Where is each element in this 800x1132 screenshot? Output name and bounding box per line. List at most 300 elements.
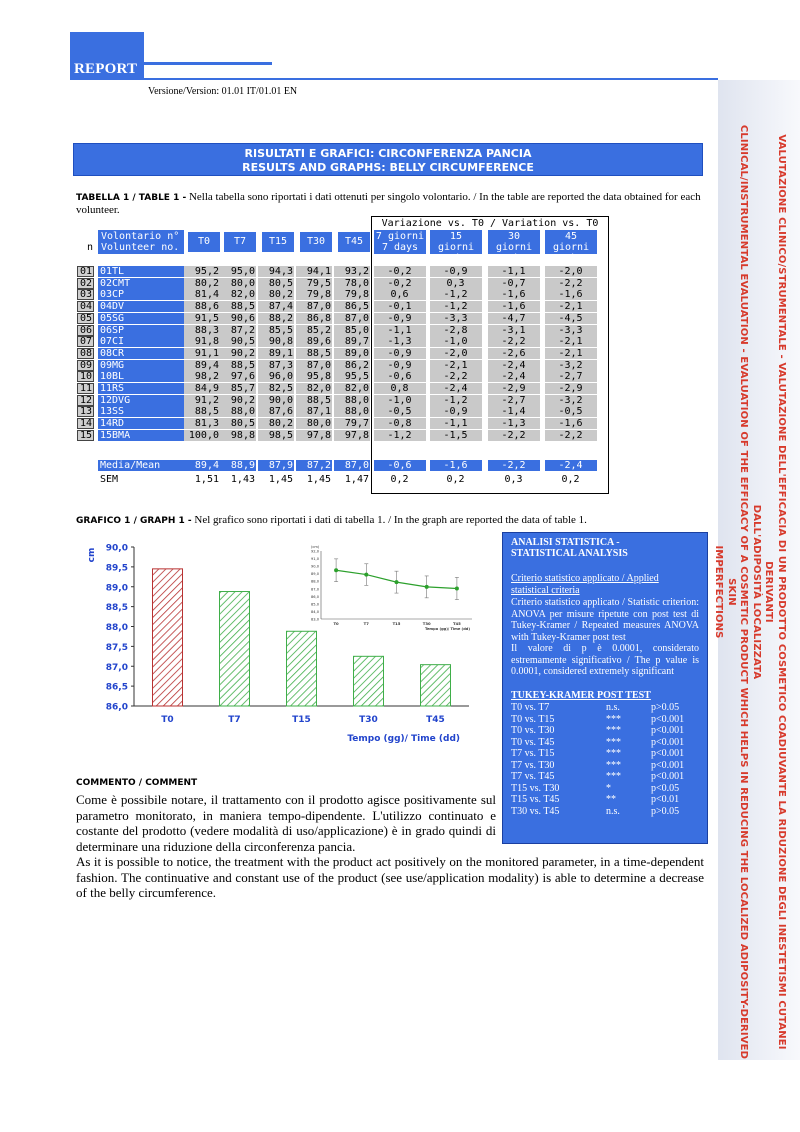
variation-value: -2,2 xyxy=(545,278,597,289)
variation-header-it: 7 giorni xyxy=(375,231,425,242)
time-value: 87,6 xyxy=(258,406,294,417)
time-value: 80,5 xyxy=(258,278,294,289)
time-value: 88,5 xyxy=(220,360,256,371)
time-value: 97,8 xyxy=(296,430,332,441)
variation-value: -1,3 xyxy=(488,418,540,429)
variation-value: -2,0 xyxy=(545,266,597,277)
variation-header-en: 15 days xyxy=(434,253,478,264)
version-label: Versione/Version: 01.01 IT/01.01 EN xyxy=(148,86,298,97)
variation-value: -1,6 xyxy=(488,301,540,312)
row-number: 14 xyxy=(77,418,94,429)
row-number: 04 xyxy=(77,301,94,312)
variation-value: -3,3 xyxy=(545,325,597,336)
variation-value: -3,2 xyxy=(545,395,597,406)
variation-header-it: 45 giorni xyxy=(552,231,590,253)
variation-value: -1,3 xyxy=(374,336,426,347)
comment-english: As it is possible to notice, the treatment with the product act positively on the monitored parameter, in a time-dependent fashion. The continuative and constant use of the product (see use/application modality) is able to determine a decrease of the belly circumference. xyxy=(76,854,704,900)
time-value: 88,5 xyxy=(220,301,256,312)
graph-caption-label: GRAFICO 1 / GRAPH 1 - xyxy=(76,516,192,526)
tukey-p-value: p<0.001 xyxy=(651,771,685,782)
mean-value: 89,4 xyxy=(184,460,220,471)
tukey-comparison: T0 vs. T30 xyxy=(511,725,555,736)
tukey-p-value: p>0.05 xyxy=(651,702,680,713)
inset-y-tick-label: 86,0 xyxy=(310,594,319,599)
row-number: 13 xyxy=(77,406,94,417)
time-value: 100,0 xyxy=(184,430,220,441)
time-value: 87,4 xyxy=(258,301,294,312)
tukey-p-value: p<0.001 xyxy=(651,713,685,725)
inset-y-tick-label: 89,0 xyxy=(310,572,319,577)
tukey-row xyxy=(511,794,699,806)
time-value: 88,6 xyxy=(184,301,220,312)
tukey-significance: *** xyxy=(606,725,621,736)
side-text-line-3: CLINICAL/INSTRUMENTAL EVALUATION - EVALUATION OF THE EFFICACY OF A COSMETIC PRODUCT WHICH HELPS IN REDUCING THE LOCALIZED ADIPOSITY-DERIVED SKIN xyxy=(726,124,750,1060)
volunteer-code: 04DV xyxy=(98,301,184,312)
variation-value: -2,7 xyxy=(488,395,540,406)
tukey-row xyxy=(511,737,699,749)
tukey-significance: *** xyxy=(606,759,621,771)
stats-title-en: STATISTICAL ANALYSIS xyxy=(511,548,628,559)
sem-label: SEM xyxy=(100,474,119,485)
stats-criteria-title: Criterio statistico applicato / Applied statistical criteria xyxy=(511,573,659,596)
y-tick-label: 87,5 xyxy=(105,642,128,653)
time-value: 94,1 xyxy=(296,266,332,277)
time-value: 88,5 xyxy=(184,406,220,417)
mean-label: Media/Mean xyxy=(98,460,184,471)
variation-value: 0,3 xyxy=(430,278,482,289)
variation-value: -0,8 xyxy=(374,418,426,429)
inset-y-tick-label: 85,0 xyxy=(310,602,319,607)
mean-value: 87,9 xyxy=(258,460,294,471)
time-value: 95,8 xyxy=(296,371,332,382)
variation-header-2 xyxy=(488,230,540,264)
variation-header: Variazione vs. T0 / Variation vs. T0 xyxy=(381,218,599,229)
variation-value: -0,9 xyxy=(374,360,426,371)
row-number: 12 xyxy=(77,395,94,406)
mean-variation: -1,6 xyxy=(430,460,482,471)
time-value: 79,7 xyxy=(334,418,370,429)
y-tick-label: 86,5 xyxy=(105,682,128,693)
inset-x-tick-label: T0 xyxy=(333,621,339,626)
time-value: 80,2 xyxy=(184,278,220,289)
variation-value: -0,9 xyxy=(430,406,482,417)
time-value: 90,2 xyxy=(220,348,256,359)
variation-value: -1,1 xyxy=(430,418,482,429)
stats-title-it: ANALISI STATISTICA - xyxy=(511,537,620,548)
time-value: 88,0 xyxy=(334,395,370,406)
x-tick-label: T7 xyxy=(228,715,241,725)
row-number: 01 xyxy=(77,266,94,277)
tukey-comparison: T0 vs. T7 xyxy=(511,702,550,713)
tukey-row xyxy=(511,725,699,737)
variation-value: -1,6 xyxy=(488,289,540,300)
tukey-title: TUKEY-KRAMER POST TEST xyxy=(511,689,651,701)
tukey-row xyxy=(511,702,699,714)
tukey-comparison: T15 vs. T30 xyxy=(511,782,560,794)
volunteer-code: 12DVG xyxy=(98,395,184,406)
time-value: 95,0 xyxy=(220,266,256,277)
sem-value: 1,45 xyxy=(306,474,331,485)
bar-t30 xyxy=(354,656,384,706)
table-intro-text: Nella tabella sono riportati i dati ottenuti per singolo volontario. / In the table are reported the data obtained for each volunteer. xyxy=(76,191,701,216)
side-text-line-4: IMPERFECTIONS xyxy=(713,545,725,639)
tukey-comparison: T0 vs. T45 xyxy=(511,736,555,748)
y-tick-label: 87,0 xyxy=(105,662,128,673)
variation-value: -0,9 xyxy=(430,266,482,277)
time-value: 79,8 xyxy=(296,289,332,300)
time-value: 82,0 xyxy=(220,289,256,300)
time-value: 85,2 xyxy=(296,325,332,336)
statistical-analysis-box xyxy=(502,532,708,844)
time-value: 91,2 xyxy=(184,395,220,406)
variation-header-it: 30 giorni xyxy=(495,231,533,253)
time-value: 82,0 xyxy=(296,383,332,394)
belly-circumference-chart xyxy=(74,533,484,783)
y-tick-label: 86,0 xyxy=(105,702,128,713)
header-rule xyxy=(144,78,718,80)
mean-variation: -2,4 xyxy=(545,460,597,471)
time-value: 95,5 xyxy=(334,371,370,382)
time-value: 89,7 xyxy=(334,336,370,347)
variation-value: -4,7 xyxy=(488,313,540,324)
sem-value: 1,43 xyxy=(230,474,255,485)
mean-value: 88,9 xyxy=(220,460,256,471)
time-value: 80,0 xyxy=(220,278,256,289)
y-tick-label: 88,0 xyxy=(105,623,128,633)
tukey-significance: n.s. xyxy=(606,702,620,713)
x-axis-label: Tempo (gg)/ Time (dd) xyxy=(347,734,460,744)
volunteer-code: 14RD xyxy=(98,418,184,429)
volunteer-header-it: Volontario n° xyxy=(101,231,180,242)
sem-value: 1,45 xyxy=(268,474,293,485)
variation-value: -3,1 xyxy=(488,325,540,336)
x-tick-label: T0 xyxy=(161,715,174,725)
time-value: 94,3 xyxy=(258,266,294,277)
time-value: 87,2 xyxy=(220,325,256,336)
time-value: 82,0 xyxy=(334,383,370,394)
time-value: 86,2 xyxy=(334,360,370,371)
tukey-comparison: T15 vs. T45 xyxy=(511,794,560,805)
time-value: 90,0 xyxy=(258,395,294,406)
comment-title: COMMENTO / COMMENT xyxy=(76,778,198,788)
time-value: 81,4 xyxy=(184,289,220,300)
variation-value: -1,2 xyxy=(374,430,426,441)
variation-value: -0,7 xyxy=(488,278,540,289)
tukey-p-value: p<0.001 xyxy=(651,725,685,736)
variation-value: -2,6 xyxy=(488,348,540,359)
volunteer-header-en: Volunteer no. xyxy=(101,242,180,253)
tukey-significance: n.s. xyxy=(606,805,620,817)
variation-value: -2,4 xyxy=(430,383,482,394)
row-number: 08 xyxy=(77,348,94,359)
volunteer-code: 06SP xyxy=(98,325,184,336)
time-value: 93,2 xyxy=(334,266,370,277)
sem-variation: 0,2 xyxy=(561,474,580,485)
row-number: 05 xyxy=(77,313,94,324)
tukey-comparison: T30 vs. T45 xyxy=(511,805,560,817)
stats-criteria-text: Criterio statistico applicato / Statistic criterion: ANOVA per misure ripetute con post test di Tukey-Kramer / Repeated measures ANOVA with Tukey-Kramer post test xyxy=(511,597,699,643)
bar-t15 xyxy=(287,631,317,706)
time-value: 80,2 xyxy=(258,289,294,300)
time-value: 97,8 xyxy=(334,430,370,441)
variation-value: -1,0 xyxy=(374,395,426,406)
variation-value: -1,6 xyxy=(545,418,597,429)
tukey-row xyxy=(511,748,699,760)
y-tick-label: 89,5 xyxy=(105,563,128,574)
time-value: 97,6 xyxy=(220,371,256,382)
volunteer-code: 01TL xyxy=(98,266,184,277)
time-header-t15: T15 xyxy=(262,232,294,252)
tukey-comparison: T7 vs. T45 xyxy=(511,771,555,782)
variation-value: 0,6 xyxy=(374,289,426,300)
time-value: 85,0 xyxy=(334,325,370,336)
time-value: 87,3 xyxy=(258,360,294,371)
variation-value: -0,9 xyxy=(374,348,426,359)
inset-point xyxy=(455,586,459,590)
time-value: 91,1 xyxy=(184,348,220,359)
variation-value: -1,2 xyxy=(430,301,482,312)
row-number: 10 xyxy=(77,371,94,382)
time-header-t30: T30 xyxy=(300,232,332,252)
row-number: 06 xyxy=(77,325,94,336)
sem-variation: 0,2 xyxy=(390,474,409,485)
time-value: 98,2 xyxy=(184,371,220,382)
variation-value: -2,1 xyxy=(430,360,482,371)
stats-title xyxy=(511,537,699,559)
time-value: 87,0 xyxy=(334,313,370,324)
tukey-significance: * xyxy=(606,782,611,794)
time-value: 79,5 xyxy=(296,278,332,289)
inset-x-tick-label: T45 xyxy=(452,621,461,626)
tukey-row xyxy=(511,783,699,795)
tukey-significance: ** xyxy=(606,794,616,805)
time-value: 89,0 xyxy=(334,348,370,359)
time-value: 89,1 xyxy=(258,348,294,359)
inset-point xyxy=(364,573,368,577)
variation-value: -1,0 xyxy=(430,336,482,347)
time-value: 88,2 xyxy=(258,313,294,324)
bar-t0 xyxy=(153,569,183,706)
tukey-row xyxy=(511,714,699,726)
inset-y-tick-label: 88,0 xyxy=(310,579,319,584)
y-tick-label: 90,0 xyxy=(105,543,128,554)
side-vertical-text xyxy=(712,112,787,1072)
variation-value: -2,2 xyxy=(545,430,597,441)
row-number: 11 xyxy=(77,383,94,394)
variation-header-3 xyxy=(545,230,597,264)
variation-header-en: 45 days xyxy=(549,253,593,264)
row-number: 15 xyxy=(77,430,94,441)
n-header: n xyxy=(86,242,93,253)
mean-variation: -2,2 xyxy=(488,460,540,471)
inset-y-tick-label: 83,0 xyxy=(310,617,319,622)
variation-header-1 xyxy=(430,230,482,264)
volunteer-code: 08CR xyxy=(98,348,184,359)
row-number: 09 xyxy=(77,360,94,371)
variation-value: 0,8 xyxy=(374,383,426,394)
variation-value: -2,2 xyxy=(430,371,482,382)
inset-point xyxy=(395,580,399,584)
time-value: 90,8 xyxy=(258,336,294,347)
time-header-t0: T0 xyxy=(188,232,220,252)
variation-header-en: 7 days xyxy=(381,242,419,253)
mean-value: 87,0 xyxy=(334,460,370,471)
x-tick-label: T30 xyxy=(359,715,378,725)
variation-value: -4,5 xyxy=(545,313,597,324)
tukey-significance: *** xyxy=(606,748,621,759)
variation-value: -1,6 xyxy=(545,289,597,300)
variation-value: -0,6 xyxy=(374,371,426,382)
tukey-comparison: T7 vs. T15 xyxy=(511,748,555,759)
variation-value: -3,2 xyxy=(545,360,597,371)
inset-point xyxy=(425,585,429,589)
time-value: 78,0 xyxy=(334,278,370,289)
variation-value: -1,2 xyxy=(430,289,482,300)
variation-value: -1,1 xyxy=(488,266,540,277)
time-value: 91,8 xyxy=(184,336,220,347)
sem-value: 1,47 xyxy=(344,474,369,485)
bar-t7 xyxy=(220,592,250,706)
stats-p-text: Il valore di p è 0.0001, considerato estremamente significativo / The p value is 0.0001, considered extremely significant xyxy=(511,643,699,677)
time-value: 96,0 xyxy=(258,371,294,382)
section-title-en: RESULTS AND GRAPHS: BELLY CIRCUMFERENCE xyxy=(242,161,534,174)
volunteer-code: 15BMA xyxy=(98,430,184,441)
row-number: 07 xyxy=(77,336,94,347)
time-header-t45: T45 xyxy=(338,232,370,252)
tukey-row xyxy=(511,806,699,818)
y-tick-label: 89,0 xyxy=(105,583,128,594)
time-value: 87,0 xyxy=(296,301,332,312)
row-number: 02 xyxy=(77,278,94,289)
time-value: 88,5 xyxy=(296,348,332,359)
tukey-table xyxy=(511,702,699,817)
volunteer-code: 13SS xyxy=(98,406,184,417)
time-value: 91,5 xyxy=(184,313,220,324)
variation-value: -1,4 xyxy=(488,406,540,417)
variation-value: -2,9 xyxy=(488,383,540,394)
tukey-row xyxy=(511,771,699,783)
time-value: 88,0 xyxy=(334,406,370,417)
variation-value: -0,2 xyxy=(374,278,426,289)
variation-value: -2,2 xyxy=(488,336,540,347)
inset-y-tick-label: 91,0 xyxy=(310,557,319,562)
time-value: 81,3 xyxy=(184,418,220,429)
tukey-significance: *** xyxy=(606,736,621,748)
volunteer-code: 03CP xyxy=(98,289,184,300)
variation-header-0 xyxy=(374,230,426,254)
bar-t45 xyxy=(421,665,451,706)
tukey-significance: *** xyxy=(606,771,621,782)
time-value: 88,5 xyxy=(296,395,332,406)
graph-caption-text: Nel grafico sono riportati i dati di tabella 1. / In the graph are reported the data of table 1. xyxy=(191,514,587,526)
tukey-p-value: p<0.001 xyxy=(651,748,685,759)
variation-value: -3,3 xyxy=(430,313,482,324)
y-axis-label: cm xyxy=(87,547,97,563)
side-text-line-1: VALUTAZIONE CLINICO/STRUMENTALE - VALUTAZIONE DELL'EFFICACIA DI UN PRODOTTO COSMETICO COADIUVANTE LA RIDUZIONE DEGLI INESTETISMI CUTANEI DERIVANTI xyxy=(763,134,787,1050)
variation-value: -2,4 xyxy=(488,360,540,371)
variation-value: -2,1 xyxy=(545,348,597,359)
variation-value: -2,7 xyxy=(545,371,597,382)
tukey-p-value: p<0.05 xyxy=(651,782,680,794)
time-value: 90,2 xyxy=(220,395,256,406)
time-value: 79,8 xyxy=(334,289,370,300)
tukey-p-value: p<0.01 xyxy=(651,794,680,805)
volunteer-code: 11RS xyxy=(98,383,184,394)
sem-value: 1,51 xyxy=(194,474,219,485)
time-value: 89,4 xyxy=(184,360,220,371)
tukey-comparison: T0 vs. T15 xyxy=(511,713,555,725)
time-value: 80,2 xyxy=(258,418,294,429)
row-number: 03 xyxy=(77,289,94,300)
time-value: 95,2 xyxy=(184,266,220,277)
section-title xyxy=(73,143,703,176)
tukey-row xyxy=(511,760,699,772)
tukey-p-value: p>0.05 xyxy=(651,805,680,817)
variation-value: -1,5 xyxy=(430,430,482,441)
variation-value: -2,1 xyxy=(545,336,597,347)
inset-y-axis-label: (cm) xyxy=(311,545,320,549)
tukey-significance: *** xyxy=(606,713,621,725)
variation-value: -0,2 xyxy=(374,266,426,277)
time-header-t7: T7 xyxy=(224,232,256,252)
x-tick-label: T15 xyxy=(292,715,311,725)
time-value: 88,3 xyxy=(184,325,220,336)
variation-value: -1,2 xyxy=(430,395,482,406)
variation-value: -2,0 xyxy=(430,348,482,359)
inset-y-tick-label: 84,0 xyxy=(310,609,319,614)
time-value: 98,8 xyxy=(220,430,256,441)
report-label: REPORT xyxy=(74,61,138,77)
y-tick-label: 88,5 xyxy=(105,603,128,614)
inset-x-axis-label: Tempo (gg)/ Time (dd) xyxy=(425,627,470,631)
inset-y-tick-label: 87,0 xyxy=(310,587,319,592)
table-intro xyxy=(76,191,704,217)
time-value: 82,5 xyxy=(258,383,294,394)
sem-variation: 0,3 xyxy=(504,474,523,485)
time-value: 84,9 xyxy=(184,383,220,394)
tukey-p-value: p<0.001 xyxy=(651,736,685,748)
graph-caption xyxy=(76,514,587,526)
time-value: 85,7 xyxy=(220,383,256,394)
tukey-comparison: T7 vs. T30 xyxy=(511,759,555,771)
time-value: 98,5 xyxy=(258,430,294,441)
time-value: 80,5 xyxy=(220,418,256,429)
variation-value: -2,4 xyxy=(488,371,540,382)
header-accent-rule xyxy=(144,62,272,65)
volunteer-code: 09MG xyxy=(98,360,184,371)
time-value: 90,6 xyxy=(220,313,256,324)
time-value: 89,6 xyxy=(296,336,332,347)
table-intro-label: TABELLA 1 / TABLE 1 - xyxy=(76,193,187,203)
time-value: 90,5 xyxy=(220,336,256,347)
variation-value: -2,2 xyxy=(488,430,540,441)
inset-point xyxy=(334,568,338,572)
x-tick-label: T45 xyxy=(426,715,445,725)
time-value: 87,1 xyxy=(296,406,332,417)
inset-y-tick-label: 90,0 xyxy=(310,564,319,569)
tukey-p-value: p<0.001 xyxy=(651,759,685,771)
time-value: 88,0 xyxy=(220,406,256,417)
volunteer-header xyxy=(98,230,184,254)
comment-italian: Come è possibile notare, il trattamento con il prodotto agisce positivamente sul parametro monitorato, in maniera tempo-dipendente. L'utilizzo continuato e costante del prodotto (vedere modalità di uso/applicazione) è in grado quindi di determinare una riduzione della circonferenza pancia. xyxy=(76,792,496,854)
variation-value: -2,1 xyxy=(545,301,597,312)
variation-value: -0,1 xyxy=(374,301,426,312)
variation-value: -2,8 xyxy=(430,325,482,336)
time-value: 86,8 xyxy=(296,313,332,324)
mean-value: 87,2 xyxy=(296,460,332,471)
variation-value: -2,9 xyxy=(545,383,597,394)
variation-value: -0,9 xyxy=(374,313,426,324)
